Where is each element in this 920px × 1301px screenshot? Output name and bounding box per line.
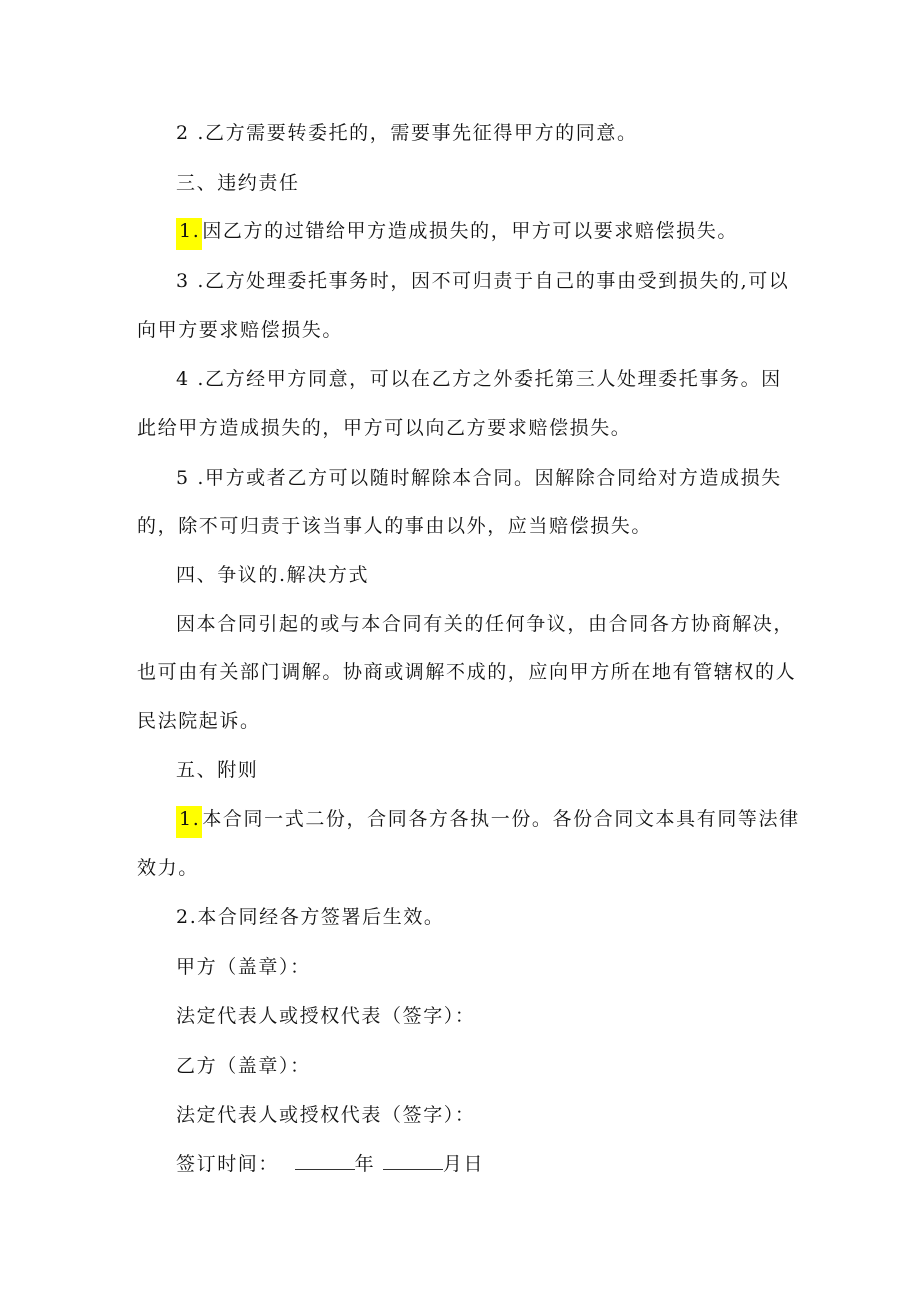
signature-party-a-representative: [176, 1003, 476, 1029]
signature-label: 乙方（盖章）：: [176, 1055, 311, 1077]
paragraph-dispute-line-3: [137, 708, 261, 734]
paragraph-2-subcontract: [176, 120, 638, 146]
section-heading-dispute: [176, 562, 369, 588]
paragraph-4-line-2: [137, 415, 631, 441]
signature-party-a-seal: [176, 954, 311, 980]
paragraph-text: 因乙方的过错给甲方造成损失的，甲方可以要求赔偿损失。: [202, 220, 738, 242]
paragraph-text: 因本合同引起的或与本合同有关的任何争议，由合同各方协商解决，: [176, 613, 795, 635]
paragraph-text: 4 .乙方经甲方同意，可以在乙方之外委托第三人处理委托事务。因: [176, 368, 782, 390]
paragraph-dispute-line-1: [176, 611, 794, 637]
paragraph-text: 此给甲方造成损失的，甲方可以向乙方要求赔偿损失。: [137, 417, 632, 439]
paragraph-dispute-line-2: [137, 659, 796, 685]
year-blank: [295, 1151, 355, 1170]
year-unit: 年: [354, 1153, 376, 1175]
paragraph-text: 本合同一式二份，合同各方各执一份。各份合同文本具有同等法律: [202, 808, 800, 830]
paragraph-text: 向甲方要求赔偿损失。: [137, 319, 344, 341]
signature-party-b-seal: [176, 1053, 311, 1079]
paragraph-3-line-1: [176, 268, 789, 294]
signature-party-b-representative: [176, 1102, 476, 1128]
heading-text: 五、附则: [176, 759, 259, 781]
paragraph-5-line-2: [137, 513, 652, 539]
paragraph-text: 效力。: [137, 857, 199, 879]
paragraph-text: 2.本合同经各方签署后生效。: [176, 906, 445, 928]
section-heading-supplementary: [176, 757, 258, 783]
paragraph-text: 2 .乙方需要转委托的，需要事先征得甲方的同意。: [176, 122, 638, 144]
paragraph-1-breach: [176, 218, 738, 244]
section-heading-breach: [176, 170, 300, 196]
paragraph-effective: [176, 904, 445, 930]
signature-label: 法定代表人或授权代表（签字）：: [176, 1005, 476, 1027]
heading-text: 三、违约责任: [176, 172, 300, 194]
paragraph-text: 也可由有关部门调解。协商或调解不成的，应向甲方所在地有管辖权的人: [137, 661, 797, 683]
paragraph-4-line-1: [176, 366, 782, 392]
highlighted-number: 1.: [176, 218, 202, 250]
paragraph-copies-line-2: [137, 855, 199, 881]
signature-label: 法定代表人或授权代表（签字）：: [176, 1104, 476, 1126]
paragraph-3-line-2: [137, 317, 343, 343]
paragraph-text: 3 .乙方处理委托事务时，因不可归责于自己的事由受到损失的,可以: [176, 270, 790, 292]
paragraph-text: 民法院起诉。: [137, 710, 261, 732]
highlighted-number: 1.: [176, 806, 202, 838]
paragraph-copies-line-1: [176, 806, 800, 832]
signature-label: 甲方（盖章）：: [176, 956, 311, 978]
month-day-unit: 月日: [442, 1153, 485, 1175]
paragraph-5-line-1: [176, 465, 782, 491]
signing-date-label: 签订时间：: [176, 1153, 280, 1175]
paragraph-text: 5 .甲方或者乙方可以随时解除本合同。因解除合同给对方造成损失: [176, 467, 782, 489]
paragraph-text: 的，除不可归责于该当事人的事由以外，应当赔偿损失。: [137, 515, 653, 537]
signing-date-line: [176, 1151, 484, 1177]
heading-text: 四、争议的.解决方式: [176, 564, 370, 586]
month-blank: [383, 1151, 443, 1170]
